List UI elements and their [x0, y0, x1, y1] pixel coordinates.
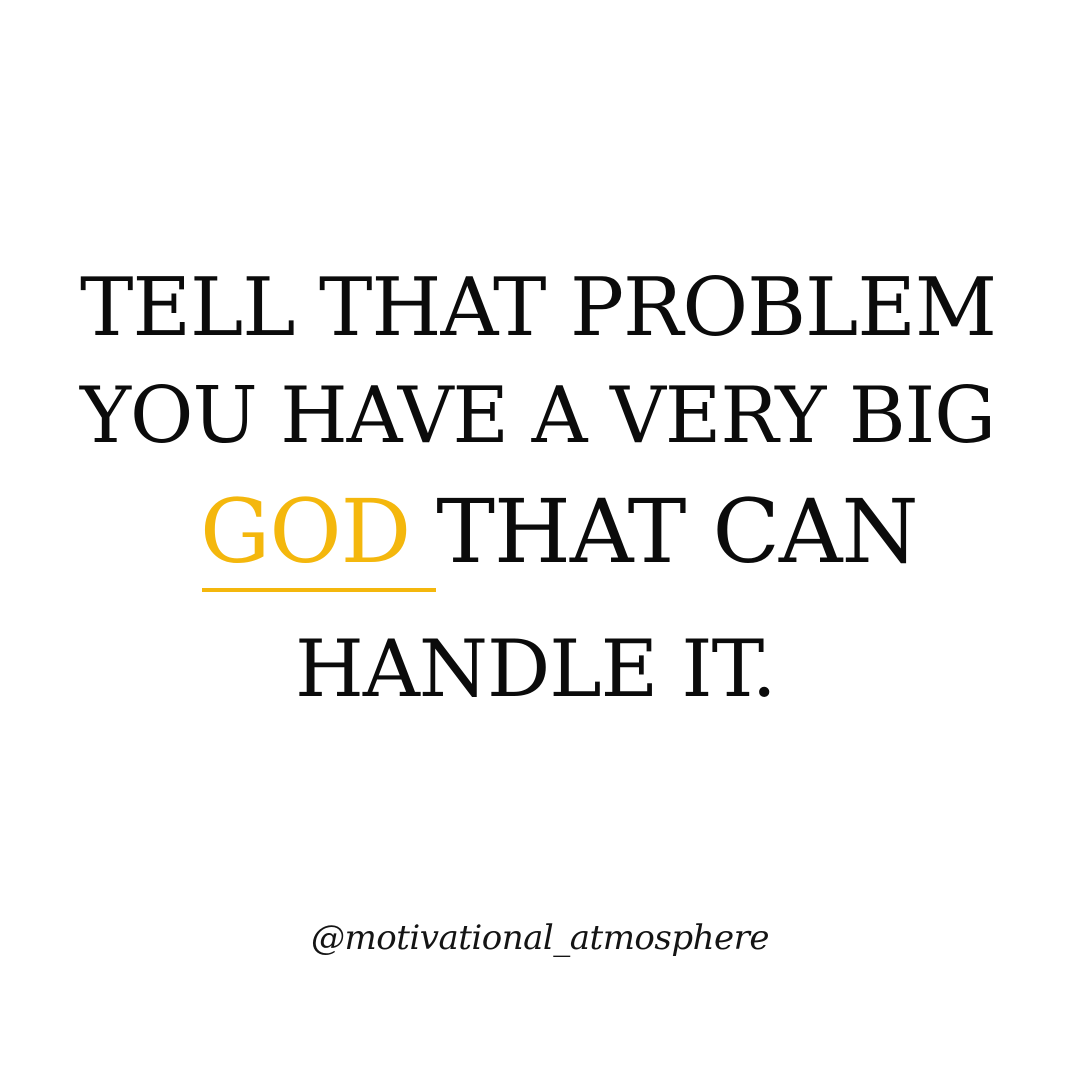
highlight-word-god: GOD [200, 488, 436, 576]
attribution-handle: @motivational_atmosphere [310, 918, 770, 958]
quote-line-3-rest: THAT CAN [436, 480, 918, 583]
quote-line-1: TELL THAT PROBLEM [80, 261, 996, 354]
quote-line-3 [200, 480, 918, 583]
quote-line-2: YOU HAVE A VERY BIG [80, 371, 996, 461]
quote-line-4: HANDLE IT. [295, 623, 776, 715]
